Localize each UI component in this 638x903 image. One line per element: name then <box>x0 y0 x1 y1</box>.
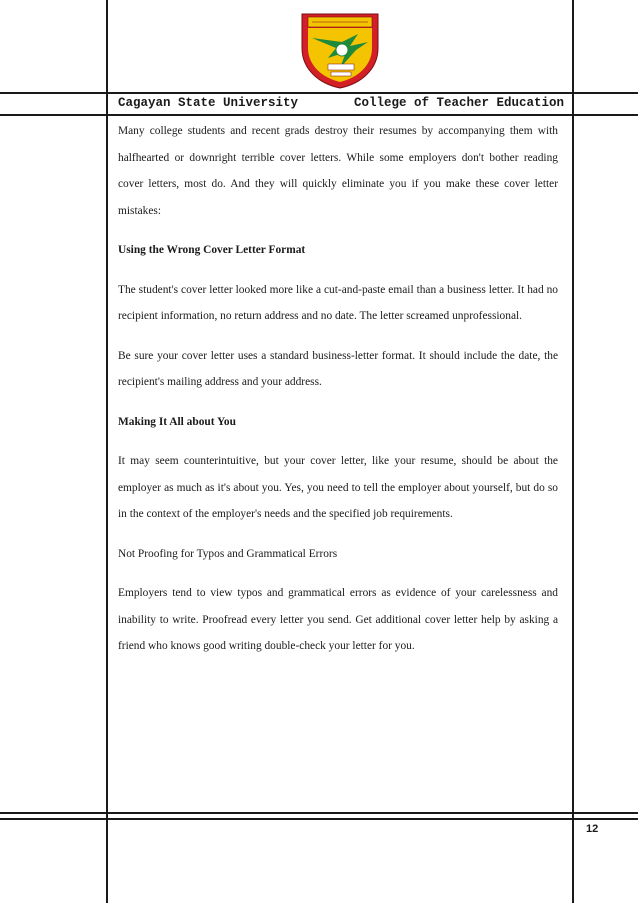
right-border-line <box>572 0 574 903</box>
format-paragraph-2: Be sure your cover letter uses a standard business-letter format. It should include the date, the recipient's mailing address and your address. <box>118 349 558 388</box>
section-heading-about-you: Making It All about You <box>118 415 236 428</box>
footer-top-rule <box>0 812 638 814</box>
header-top-rule <box>0 92 638 94</box>
section-heading-proofing: Not Proofing for Typos and Grammatical Errors <box>118 547 338 560</box>
page-number: 12 <box>586 823 599 835</box>
about-you-paragraph: It may seem counterintuitive, but your cover letter, like your resume, should be about the employer as much as it's about you. Yes, you need to tell the employer about yourself, but do so in the context of the employer's needs and the specified job requirements. <box>118 455 558 520</box>
proofing-paragraph: Employers tend to view typos and grammatical errors as evidence of your carelessness and inability to write. Proofread every letter you send. Get additional cover letter help by asking a friend who knows good writing double-check your letter for you. <box>118 587 558 652</box>
left-border-line <box>106 0 108 903</box>
header-college-name: College of Teacher Education <box>354 96 565 110</box>
footer-bottom-rule <box>0 818 638 820</box>
format-paragraph-1: The student's cover letter looked more like a cut-and-paste email than a business letter. It had no recipient information, no return address and no date. The letter screamed unprofessional. <box>118 283 558 322</box>
header-university-name: Cagayan State University <box>118 96 299 110</box>
university-seal-logo <box>298 8 382 90</box>
intro-paragraph: Many college students and recent grads destroy their resumes by accompanying them with halfhearted or downright terrible cover letters. While some employers don't bother reading cover letters, most do. And they will quickly eliminate you if you make these cover letter mistakes: <box>118 125 558 217</box>
page-body <box>118 118 558 673</box>
section-heading-format: Using the Wrong Cover Letter Format <box>118 244 306 256</box>
header-bottom-rule <box>0 114 638 116</box>
